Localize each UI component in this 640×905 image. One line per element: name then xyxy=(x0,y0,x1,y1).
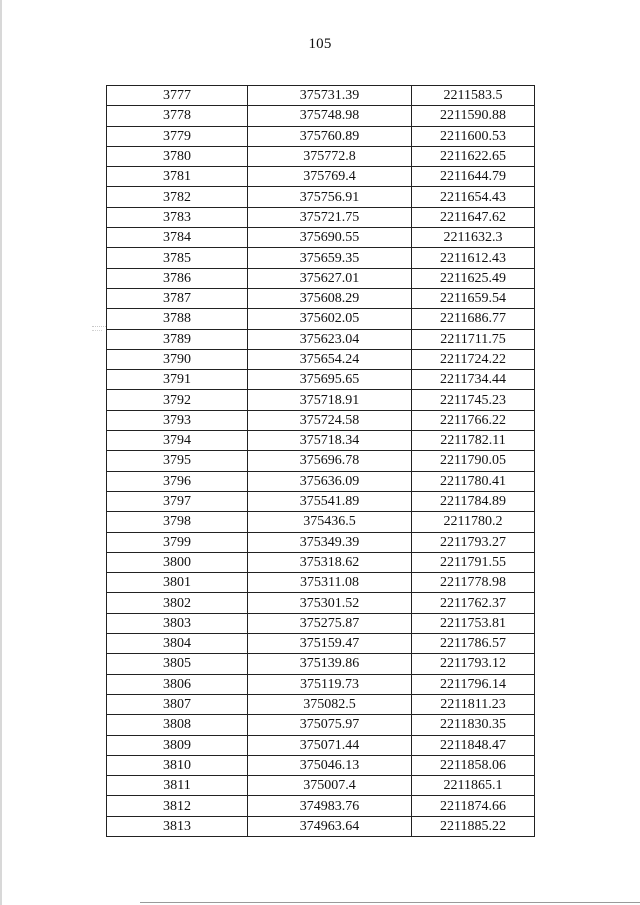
y-coordinate-cell: 2211780.2 xyxy=(412,512,535,532)
y-coordinate-cell: 2211793.27 xyxy=(412,532,535,552)
y-coordinate-cell: 2211622.65 xyxy=(412,146,535,166)
x-coordinate-cell: 375731.39 xyxy=(248,86,412,106)
scan-artifact-mark xyxy=(92,326,106,328)
y-coordinate-cell: 2211625.49 xyxy=(412,268,535,288)
x-coordinate-cell: 375602.05 xyxy=(248,309,412,329)
table-row xyxy=(107,370,535,390)
point-number-cell: 3795 xyxy=(107,451,248,471)
x-coordinate-cell: 375007.4 xyxy=(248,776,412,796)
point-number-cell: 3813 xyxy=(107,816,248,836)
x-coordinate-cell: 375690.55 xyxy=(248,228,412,248)
table-row xyxy=(107,674,535,694)
x-coordinate-cell: 375724.58 xyxy=(248,410,412,430)
y-coordinate-cell: 2211612.43 xyxy=(412,248,535,268)
table-row xyxy=(107,613,535,633)
x-coordinate-cell: 374963.64 xyxy=(248,816,412,836)
point-number-cell: 3802 xyxy=(107,593,248,613)
table-row xyxy=(107,309,535,329)
point-number-cell: 3780 xyxy=(107,146,248,166)
y-coordinate-cell: 2211644.79 xyxy=(412,167,535,187)
table-row xyxy=(107,146,535,166)
y-coordinate-cell: 2211632.3 xyxy=(412,228,535,248)
x-coordinate-cell: 375769.4 xyxy=(248,167,412,187)
x-coordinate-cell: 375159.47 xyxy=(248,634,412,654)
table-row xyxy=(107,86,535,106)
point-number-cell: 3792 xyxy=(107,390,248,410)
y-coordinate-cell: 2211811.23 xyxy=(412,694,535,714)
y-coordinate-cell: 2211790.05 xyxy=(412,451,535,471)
point-number-cell: 3789 xyxy=(107,329,248,349)
x-coordinate-cell: 375311.08 xyxy=(248,573,412,593)
table-row xyxy=(107,329,535,349)
y-coordinate-cell: 2211793.12 xyxy=(412,654,535,674)
point-number-cell: 3803 xyxy=(107,613,248,633)
point-number-cell: 3790 xyxy=(107,349,248,369)
page-number: 105 xyxy=(308,36,332,52)
table-row xyxy=(107,410,535,430)
point-number-cell: 3784 xyxy=(107,228,248,248)
y-coordinate-cell: 2211686.77 xyxy=(412,309,535,329)
table-row xyxy=(107,654,535,674)
table-row xyxy=(107,735,535,755)
table-row xyxy=(107,532,535,552)
y-coordinate-cell: 2211780.41 xyxy=(412,471,535,491)
x-coordinate-cell: 375139.86 xyxy=(248,654,412,674)
y-coordinate-cell: 2211654.43 xyxy=(412,187,535,207)
point-number-cell: 3794 xyxy=(107,431,248,451)
y-coordinate-cell: 2211874.66 xyxy=(412,796,535,816)
table-row xyxy=(107,106,535,126)
y-coordinate-cell: 2211858.06 xyxy=(412,755,535,775)
table-row xyxy=(107,207,535,227)
point-number-cell: 3778 xyxy=(107,106,248,126)
y-coordinate-cell: 2211865.1 xyxy=(412,776,535,796)
point-number-cell: 3796 xyxy=(107,471,248,491)
point-number-cell: 3787 xyxy=(107,288,248,308)
table-row xyxy=(107,715,535,735)
table-row xyxy=(107,126,535,146)
table-row xyxy=(107,593,535,613)
x-coordinate-cell: 375748.98 xyxy=(248,106,412,126)
x-coordinate-cell: 375772.8 xyxy=(248,146,412,166)
scan-bottom-rule xyxy=(140,902,640,903)
y-coordinate-cell: 2211734.44 xyxy=(412,370,535,390)
table-row xyxy=(107,288,535,308)
x-coordinate-cell: 375718.91 xyxy=(248,390,412,410)
point-number-cell: 3798 xyxy=(107,512,248,532)
table-row xyxy=(107,776,535,796)
point-number-cell: 3797 xyxy=(107,491,248,511)
x-coordinate-cell: 375654.24 xyxy=(248,349,412,369)
x-coordinate-cell: 375718.34 xyxy=(248,431,412,451)
y-coordinate-cell: 2211791.55 xyxy=(412,552,535,572)
x-coordinate-cell: 375636.09 xyxy=(248,471,412,491)
point-number-cell: 3811 xyxy=(107,776,248,796)
point-number-cell: 3804 xyxy=(107,634,248,654)
x-coordinate-cell: 375721.75 xyxy=(248,207,412,227)
coordinates-table xyxy=(106,85,535,837)
point-number-cell: 3785 xyxy=(107,248,248,268)
table-row xyxy=(107,390,535,410)
x-coordinate-cell: 375082.5 xyxy=(248,694,412,714)
x-coordinate-cell: 375659.35 xyxy=(248,248,412,268)
y-coordinate-cell: 2211786.57 xyxy=(412,634,535,654)
x-coordinate-cell: 374983.76 xyxy=(248,796,412,816)
point-number-cell: 3808 xyxy=(107,715,248,735)
x-coordinate-cell: 375071.44 xyxy=(248,735,412,755)
y-coordinate-cell: 2211600.53 xyxy=(412,126,535,146)
point-number-cell: 3800 xyxy=(107,552,248,572)
table-row xyxy=(107,471,535,491)
table-row xyxy=(107,248,535,268)
y-coordinate-cell: 2211753.81 xyxy=(412,613,535,633)
table-row xyxy=(107,187,535,207)
x-coordinate-cell: 375046.13 xyxy=(248,755,412,775)
x-coordinate-cell: 375760.89 xyxy=(248,126,412,146)
point-number-cell: 3786 xyxy=(107,268,248,288)
x-coordinate-cell: 375119.73 xyxy=(248,674,412,694)
point-number-cell: 3781 xyxy=(107,167,248,187)
scan-edge-left xyxy=(0,0,2,905)
y-coordinate-cell: 2211647.62 xyxy=(412,207,535,227)
x-coordinate-cell: 375318.62 xyxy=(248,552,412,572)
point-number-cell: 3777 xyxy=(107,86,248,106)
y-coordinate-cell: 2211745.23 xyxy=(412,390,535,410)
y-coordinate-cell: 2211590.88 xyxy=(412,106,535,126)
point-number-cell: 3806 xyxy=(107,674,248,694)
x-coordinate-cell: 375436.5 xyxy=(248,512,412,532)
point-number-cell: 3812 xyxy=(107,796,248,816)
point-number-cell: 3788 xyxy=(107,309,248,329)
table-row xyxy=(107,167,535,187)
y-coordinate-cell: 2211848.47 xyxy=(412,735,535,755)
point-number-cell: 3783 xyxy=(107,207,248,227)
y-coordinate-cell: 2211762.37 xyxy=(412,593,535,613)
scan-artifact-mark xyxy=(92,330,102,332)
table-row xyxy=(107,268,535,288)
y-coordinate-cell: 2211583.5 xyxy=(412,86,535,106)
x-coordinate-cell: 375075.97 xyxy=(248,715,412,735)
table-row xyxy=(107,512,535,532)
y-coordinate-cell: 2211711.75 xyxy=(412,329,535,349)
x-coordinate-cell: 375275.87 xyxy=(248,613,412,633)
y-coordinate-cell: 2211885.22 xyxy=(412,816,535,836)
point-number-cell: 3782 xyxy=(107,187,248,207)
y-coordinate-cell: 2211784.89 xyxy=(412,491,535,511)
table-row xyxy=(107,694,535,714)
y-coordinate-cell: 2211778.98 xyxy=(412,573,535,593)
table-row xyxy=(107,796,535,816)
table-row xyxy=(107,755,535,775)
y-coordinate-cell: 2211782.11 xyxy=(412,431,535,451)
table-row xyxy=(107,431,535,451)
x-coordinate-cell: 375608.29 xyxy=(248,288,412,308)
coordinates-table-body xyxy=(107,86,535,837)
y-coordinate-cell: 2211659.54 xyxy=(412,288,535,308)
table-row xyxy=(107,816,535,836)
x-coordinate-cell: 375756.91 xyxy=(248,187,412,207)
x-coordinate-cell: 375349.39 xyxy=(248,532,412,552)
y-coordinate-cell: 2211766.22 xyxy=(412,410,535,430)
x-coordinate-cell: 375623.04 xyxy=(248,329,412,349)
x-coordinate-cell: 375695.65 xyxy=(248,370,412,390)
y-coordinate-cell: 2211724.22 xyxy=(412,349,535,369)
point-number-cell: 3807 xyxy=(107,694,248,714)
x-coordinate-cell: 375301.52 xyxy=(248,593,412,613)
point-number-cell: 3799 xyxy=(107,532,248,552)
x-coordinate-cell: 375696.78 xyxy=(248,451,412,471)
y-coordinate-cell: 2211830.35 xyxy=(412,715,535,735)
point-number-cell: 3805 xyxy=(107,654,248,674)
point-number-cell: 3779 xyxy=(107,126,248,146)
table-row xyxy=(107,451,535,471)
point-number-cell: 3810 xyxy=(107,755,248,775)
table-row xyxy=(107,552,535,572)
point-number-cell: 3801 xyxy=(107,573,248,593)
table-row xyxy=(107,228,535,248)
table-row xyxy=(107,349,535,369)
point-number-cell: 3793 xyxy=(107,410,248,430)
table-row xyxy=(107,634,535,654)
y-coordinate-cell: 2211796.14 xyxy=(412,674,535,694)
x-coordinate-cell: 375627.01 xyxy=(248,268,412,288)
table-row xyxy=(107,491,535,511)
point-number-cell: 3791 xyxy=(107,370,248,390)
table-row xyxy=(107,573,535,593)
point-number-cell: 3809 xyxy=(107,735,248,755)
x-coordinate-cell: 375541.89 xyxy=(248,491,412,511)
